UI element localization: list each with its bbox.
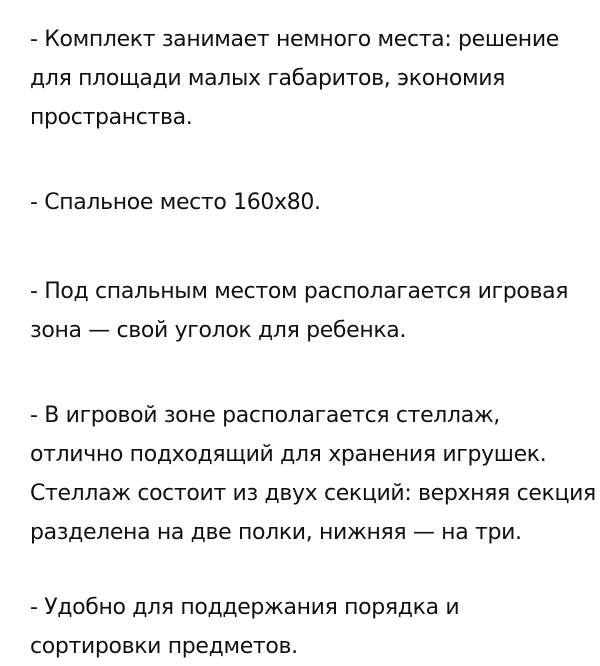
paragraph-line: - Под спальным местом располагается игровая xyxy=(30,279,569,304)
paragraph-line: сортировки предметов. xyxy=(30,634,298,659)
paragraph-line: зона — свой уголок для ребенка. xyxy=(30,318,407,343)
paragraph-line: отлично подходящий для хранения игрушек. xyxy=(30,442,547,467)
paragraph-line: разделена на две полки, нижняя — на три. xyxy=(30,520,522,545)
paragraph-compact-size xyxy=(30,20,559,137)
paragraph-sleeping-place xyxy=(30,183,321,222)
paragraph-line: - Комплект занимает немного места: решение xyxy=(30,27,559,52)
paragraph-play-zone xyxy=(30,272,568,350)
paragraph-line: - В игровой зоне располагается стеллаж, xyxy=(30,403,500,428)
paragraph-order xyxy=(30,588,459,666)
paragraph-line: для площади малых габаритов, экономия xyxy=(30,66,506,91)
paragraph-line: пространства. xyxy=(30,105,193,130)
paragraph-shelving xyxy=(30,396,596,552)
paragraph-line: - Удобно для поддержания порядка и xyxy=(30,595,460,620)
paragraph-line: - Спальное место 160х80. xyxy=(30,190,321,215)
paragraph-line: Стеллаж состоит из двух секций: верхняя секция xyxy=(30,481,596,506)
